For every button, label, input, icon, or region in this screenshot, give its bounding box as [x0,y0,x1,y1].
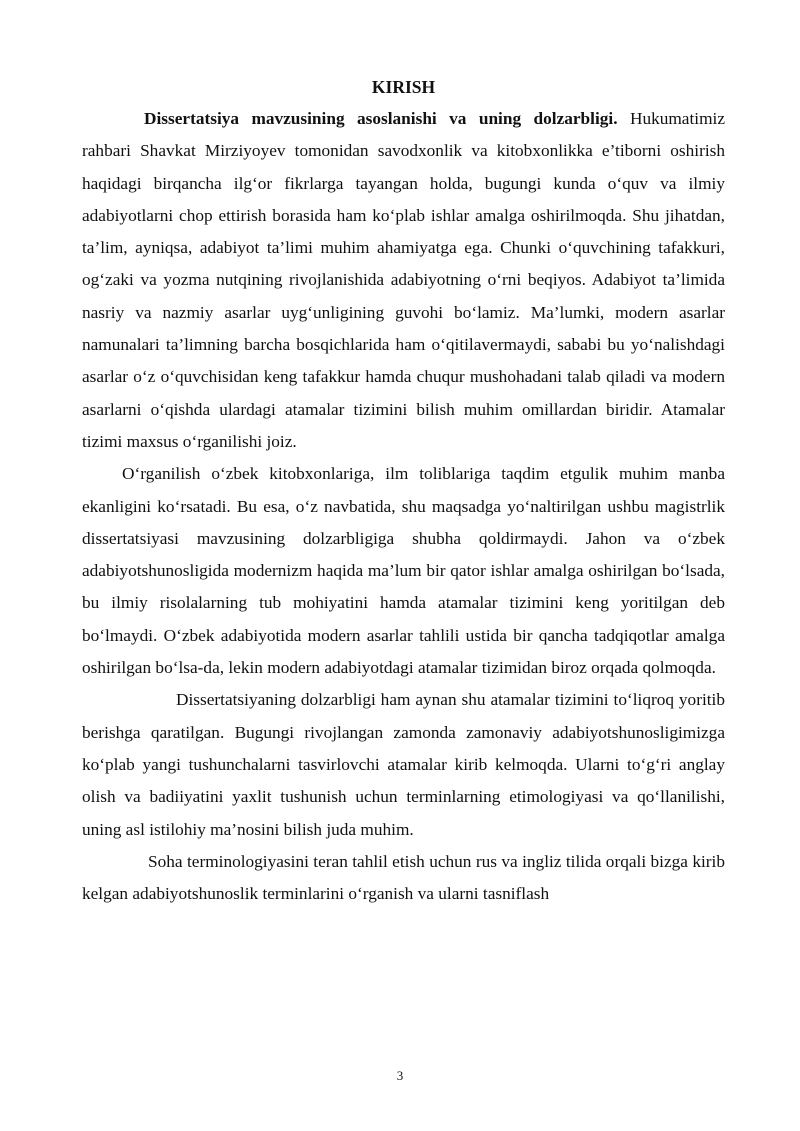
paragraph-3: Dissertatsiyaning dolzarbligi ham aynan shu atamalar tizimini to‘liqroq yoritib berishga qaratilgan. Bugungi rivojlangan zamonda zamonaviy adabiyotshunosligimizga ko‘plab yangi tushunchalarni tasvirlovchi atamalar kirib kelmoqda. Ularni to‘g‘ri anglay olish va badiiyatini yaxlit tushunish uchun terminlarning etimologiyasi va qo‘llanilishi, uning asl istilohiy ma’nosini bilish juda muhim. [82,690,725,839]
paragraph-1 [82,103,725,458]
paragraph-2: O‘rganilish o‘zbek kitobxonlariga, ilm toliblariga taqdim etgulik muhim manba ekanligini ko‘rsatadi. Bu esa, o‘z navbatida, shu maqsadga yo‘naltirilgan ushbu magistrlik dissertatsiyasi mavzusining dolzarbligiga shubha qoldirmaydi. Jahon va o‘zbek adabiyotshunosligida modernizm haqida ma’lum bir qator ishlar amalga oshirilgan bo‘lsada, bu ilmiy risolalarning tub mohiyatini hamda atamalar tizimini keng yoritilgan deb bo‘lmaydi. O‘zbek adabiyotida modern asarlar tahlili ustida bir qancha tadqiqotlar amalga oshirilgan bo‘lsa-da, lekin modern adabiyotdagi atamalar tizimidan biroz orqada qolmoqda. [82,464,725,678]
section-title: KIRISH [371,77,436,97]
paragraph-1-text: Hukumatimiz rahbari Shavkat Mirziyoyev tomonidan savodxonlik va kitobxonlikka e’tiborni oshirish haqidagi birqancha ilg‘or fikrlarga tayangan holda, bugungi kunda o‘quv va ilmiy adabiyotlarni chop ettirish borasida ham ko‘plab ishlar amalga oshirilmoqda. Shu jihatdan, ta’lim, ayniqsa, adabiyot ta’limi muhim ahamiyatga ega. Chunki o‘quvchining tafakkuri, og‘zaki va yozma nutqining rivojlanishida adabiyotning o‘rni beqiyos. Adabiyot ta’limida nasriy va nazmiy asarlar uyg‘unligining guvohi bo‘lamiz. Ma’lumki, modern asarlar namunalari ta’limning barcha bosqichlarida ham o‘qitilavermaydi, sababi bu yo‘nalishdagi asarlar o‘z o‘quvchisidan keng tafakkur hamda chuqur mushohadani talab qiladi va modern asarlarni o‘qishda ulardagi atamalar tizimini bilish muhim omillardan biridir. Atamalar tizimi maxsus o‘rganilishi joiz. [82,109,725,451]
paragraph-1-heading: Dissertatsiya mavzusining asoslanishi va uning dolzarbligi. [144,109,618,128]
document-page [82,72,725,910]
paragraph-4: Soha terminologiyasini teran tahlil etish uchun rus va ingliz tilida orqali bizga kirib kelgan adabiyotshunoslik terminlarini o‘rganish va ularni tasniflash [82,851,725,904]
page-number: 3 [396,1068,404,1083]
